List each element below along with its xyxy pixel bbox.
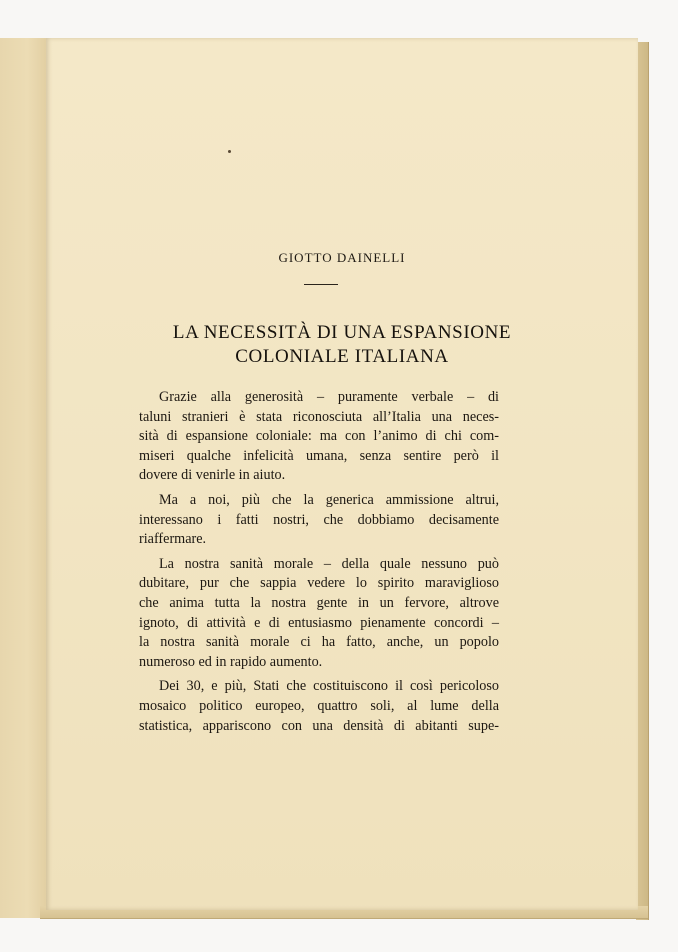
text-line: La nostra sanità morale – della quale nessuno può	[159, 555, 499, 572]
document-page	[46, 38, 638, 910]
paragraph	[139, 677, 499, 736]
text-line: ignoto, di attività e di entusiasmo pienamente concordi –	[139, 614, 499, 631]
text-line: statistica, appariscono con una densità di abitanti supe-	[139, 717, 499, 734]
text-line: interessano i fatti nostri, che dobbiamo decisamente	[139, 511, 499, 528]
text-line: numeroso ed in rapido aumento.	[139, 653, 323, 670]
text-line: riaffermare.	[139, 531, 207, 548]
ink-dot	[228, 150, 231, 153]
text-line: che anima tutta la nostra gente in un fervore, altrove	[139, 594, 499, 611]
text-line: Ma a noi, più che la generica ammissione altrui,	[159, 491, 499, 508]
text-line: miseri qualche infelicità umana, senza sentire però il	[139, 447, 499, 464]
paragraph	[139, 491, 499, 550]
article-title	[46, 321, 638, 369]
text-line: mosaico politico europeo, quattro soli, al lume della	[139, 697, 499, 714]
article-body	[139, 388, 499, 741]
text-line: dubitare, pur che sappia vedere lo spirito maraviglioso	[139, 575, 499, 592]
text-line: dovere di venirle in aiuto.	[139, 467, 286, 484]
text-line: sità di espansione coloniale: ma con l’animo di chi com-	[139, 428, 499, 445]
text-line: Grazie alla generosità – puramente verbale – di	[159, 389, 499, 405]
separator-rule	[304, 284, 338, 285]
text-line: taluni stranieri è stata riconosciuta all’Italia una neces-	[139, 408, 499, 425]
author-name: GIOTTO DAINELLI	[278, 250, 406, 265]
text-line: la nostra sanità morale ci ha fatto, anche, un popolo	[139, 634, 499, 651]
title-line: COLONIALE ITALIANA	[235, 346, 449, 367]
paragraph	[139, 388, 499, 486]
previous-page-edge	[0, 38, 47, 918]
text-line: Dei 30, e più, Stati che costituiscono il così pericoloso	[159, 678, 499, 695]
paragraph	[139, 555, 499, 673]
title-line: LA NECESSITÀ DI UNA ESPANSIONE	[172, 322, 512, 343]
